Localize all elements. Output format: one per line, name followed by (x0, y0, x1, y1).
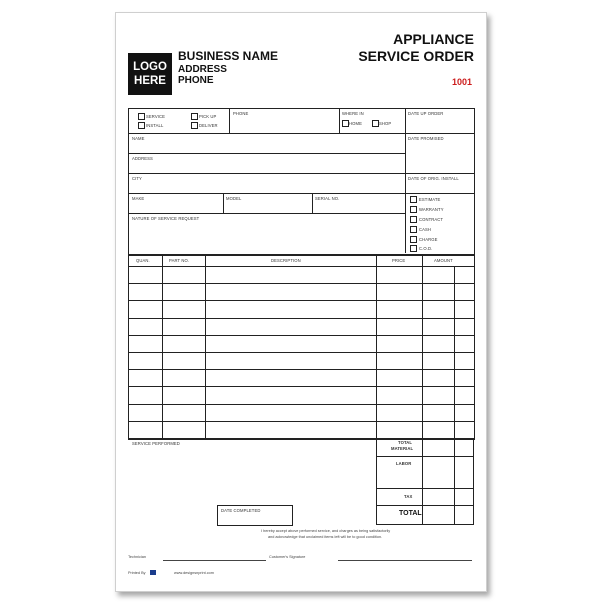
table-row-line (128, 283, 474, 284)
cash-label: CASH (419, 227, 432, 232)
tax-label: TAX (404, 494, 413, 499)
contract-checkbox[interactable] (410, 216, 417, 223)
authorization-line2: and acknowledge that unclaimed items left will be to good condition. (268, 535, 383, 539)
service-label: SERVICE (146, 114, 166, 119)
name-label: NAME (132, 136, 145, 141)
home-checkbox[interactable] (342, 120, 349, 127)
cod-label: C.O.D. (419, 246, 433, 251)
table-row-line (128, 352, 474, 353)
make-label: MAKE (132, 196, 145, 201)
technician-signature-line[interactable] (163, 560, 266, 561)
date-orig-install-label: DATE OF ORIG. INSTALL (408, 176, 459, 181)
date-promised-label: DATE PROMISED (408, 136, 444, 141)
order-number: 1001 (451, 77, 472, 87)
deliver-checkbox[interactable] (191, 122, 198, 129)
serial-label: SERIAL NO. (315, 196, 340, 201)
cash-checkbox[interactable] (410, 226, 417, 233)
phone-field-label: PHONE (233, 111, 249, 116)
nature-of-request-label: NATURE OF SERVICE REQUEST (132, 216, 200, 221)
customer-signature-label: Customer's Signature (269, 555, 306, 559)
labor-label: LABOR (396, 461, 412, 466)
business-name: BUSINESS NAME (178, 49, 279, 63)
printer-logo-icon (150, 570, 156, 575)
total-material-label-1: TOTAL (398, 440, 413, 445)
customer-signature-line[interactable] (338, 560, 472, 561)
service-performed-label: SERVICE PERFORMED (132, 441, 180, 446)
deliver-label: DELIVER (199, 123, 218, 128)
pickup-checkbox[interactable] (191, 113, 198, 120)
printer-website: www.designsnprint.com (174, 571, 214, 575)
date-completed-label: DATE COMPLETED (221, 508, 261, 513)
logo-placeholder (128, 53, 172, 95)
estimate-checkbox[interactable] (410, 196, 417, 203)
table-row-line (128, 404, 474, 405)
table-row-line (128, 335, 474, 336)
col-amount: AMOUNT (434, 258, 453, 263)
table-row-line (128, 421, 474, 422)
table-row-line (128, 369, 474, 370)
where-in-label: WHERE IN (342, 111, 364, 116)
shop-checkbox[interactable] (372, 120, 379, 127)
col-description: DESCRIPTION (271, 258, 301, 263)
table-row-line (128, 318, 474, 319)
technician-label: Technician (128, 555, 146, 559)
charge-checkbox[interactable] (410, 236, 417, 243)
warranty-checkbox[interactable] (410, 206, 417, 213)
home-label: HOME (349, 121, 362, 126)
col-quan: QUAN. (136, 258, 150, 263)
table-row-line (128, 300, 474, 301)
col-price: PRICE (392, 258, 406, 263)
business-address: ADDRESS (178, 64, 227, 75)
shop-label: SHOP (379, 121, 392, 126)
printed-by-label: Printed By (128, 571, 146, 575)
estimate-label: ESTIMATE (419, 197, 441, 202)
model-label: MODEL (226, 196, 242, 201)
contract-label: CONTRACT (419, 217, 444, 222)
warranty-label: WARRANTY (419, 207, 444, 212)
pickup-label: PICK UP (199, 114, 217, 119)
table-row-line (128, 386, 474, 387)
total-material-label-2: MATERIAL (391, 446, 414, 451)
city-label: CITY (132, 176, 142, 181)
address-label: ADDRESS (132, 156, 153, 161)
form-title-line2: SERVICE ORDER (358, 48, 474, 64)
install-label: INSTALL (146, 123, 164, 128)
charge-label: CHARGE (419, 237, 438, 242)
total-label: TOTAL (399, 510, 422, 517)
form-title-line1: APPLIANCE (393, 31, 474, 47)
info-block (128, 108, 475, 255)
col-part-no: PART NO. (169, 258, 190, 263)
authorization-line1: I hereby accept above performed service, and charges as being satisfactorily (261, 529, 391, 533)
install-checkbox[interactable] (138, 122, 145, 129)
service-checkbox[interactable] (138, 113, 145, 120)
logo-text-line1: LOGO (133, 61, 167, 73)
logo-text-line2: HERE (134, 75, 166, 87)
date-picked-up-label: DATE UP ORDER (408, 111, 444, 116)
cod-checkbox[interactable] (410, 245, 417, 252)
business-phone: PHONE (178, 75, 214, 86)
service-order-form (115, 12, 487, 592)
